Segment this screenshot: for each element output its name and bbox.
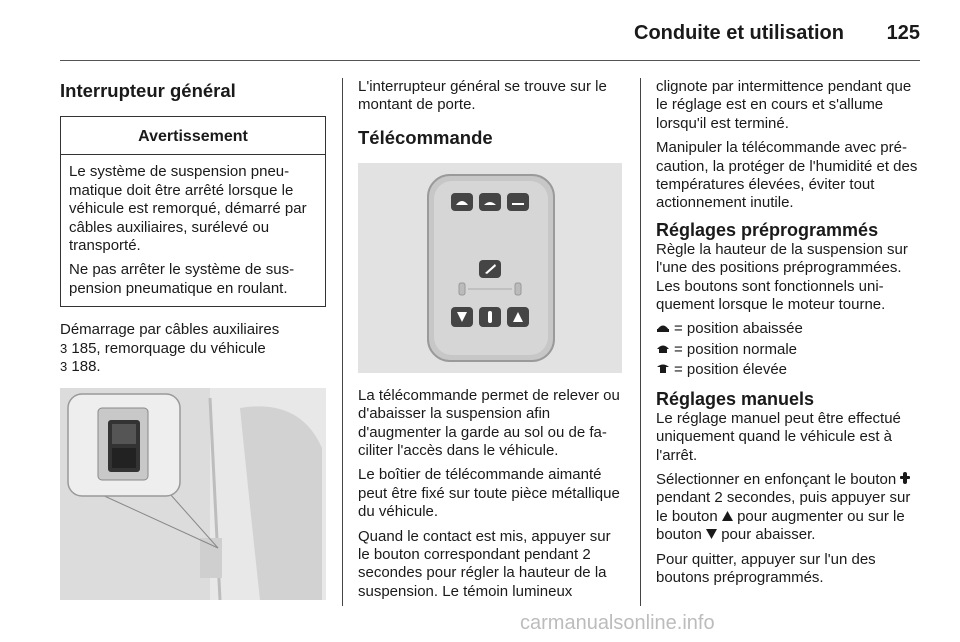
main-switch-illustration	[60, 388, 326, 600]
section-heading-manual: Réglages manuels	[656, 388, 815, 409]
normal-position-icon	[656, 341, 674, 359]
warning-text-2: Ne pas arrêter le système de suspension pneumatique en roulant.	[69, 261, 295, 297]
remote-control-illustration	[358, 163, 622, 373]
cross-reference: Démarrage par câbles auxiliaires 3 185, remorquage du véhicule 3 188.	[60, 321, 280, 376]
section-heading-main-switch: Interrupteur général	[60, 80, 236, 101]
warning-title: Avertissement	[61, 117, 325, 155]
preset-legend	[656, 320, 922, 379]
paragraph-manual-steps: Sélectionner en enfonçant le bouton pendant 2 secondes, puis appuyer sur le bouton pour augmenter ou sur le bouton pour abaisser.	[656, 470, 911, 544]
header-title: Conduite et utilisation	[634, 22, 844, 44]
page-number: 125	[886, 22, 920, 44]
warning-text-1: Le système de suspension pneumatique doit être arrêté lorsque le véhicule est remorqué, démarré par câbles auxiliaires, surélevé ou transporté.	[69, 163, 307, 255]
column-3	[656, 78, 922, 593]
paragraph-care: Manipuler la télécommande avec précaution, la protéger de l'humidité et des températures élevées, éviter tout actionnement inutile.	[656, 139, 918, 212]
legend-item: = position abaissée	[656, 320, 922, 338]
page-ref-arrow-icon: 3	[60, 340, 68, 356]
column-1	[60, 78, 326, 600]
page-ref-arrow-icon: 3	[60, 359, 68, 375]
paragraph-quit: Pour quitter, appuyer sur l'un des boutons préprogrammés.	[656, 550, 876, 586]
up-arrow-icon	[722, 508, 737, 525]
column-divider	[342, 78, 343, 606]
paragraph-indicator: clignote par intermittence pendant que le réglage est en cours et s'allume lorsqu'il est terminé.	[656, 78, 912, 132]
paragraph-remote-purpose: La télécommande permet de relever ou d'abaisser la suspension afin d'augmenter la garde au sol ou de faciliter l'accès dans le véhicule.	[358, 386, 620, 460]
manual-mode-button-icon	[900, 471, 910, 488]
paragraph-switch-location: L'interrupteur général se trouve sur le montant de porte.	[358, 78, 607, 114]
legend-item: = position élevée	[656, 361, 922, 379]
legend-item: = position normale	[656, 341, 922, 359]
paragraph-presets: Règle la hauteur de la suspension sur l'une des positions préprogrammées. Les boutons sont fonctionnels uniquement lorsque le moteur tourne.	[656, 240, 908, 314]
paragraph-manual: Le réglage manuel peut être effectué uniquement quand le véhicule est à l'arrêt.	[656, 409, 901, 464]
page-header	[60, 0, 920, 58]
paragraph-remote-use: Quand le contact est mis, appuyer sur le bouton correspondant pendant 2 secondes pour régler la hauteur de la suspension. Le témoin lumineux	[358, 527, 611, 600]
footer-watermark: carmanualsonline.info	[520, 612, 715, 634]
raised-position-icon	[656, 361, 674, 379]
header-rule	[60, 60, 920, 61]
lowered-position-icon	[656, 320, 674, 338]
paragraph-remote-magnet: Le boîtier de télécommande aimanté peut être fixé sur toute pièce métallique du véhicule.	[358, 466, 620, 521]
down-arrow-icon	[706, 526, 721, 543]
section-heading-presets: Réglages préprogrammés	[656, 219, 879, 240]
column-divider	[640, 78, 641, 606]
warning-box	[60, 116, 326, 307]
section-heading-remote: Télécommande	[358, 126, 493, 148]
column-2	[358, 78, 624, 607]
